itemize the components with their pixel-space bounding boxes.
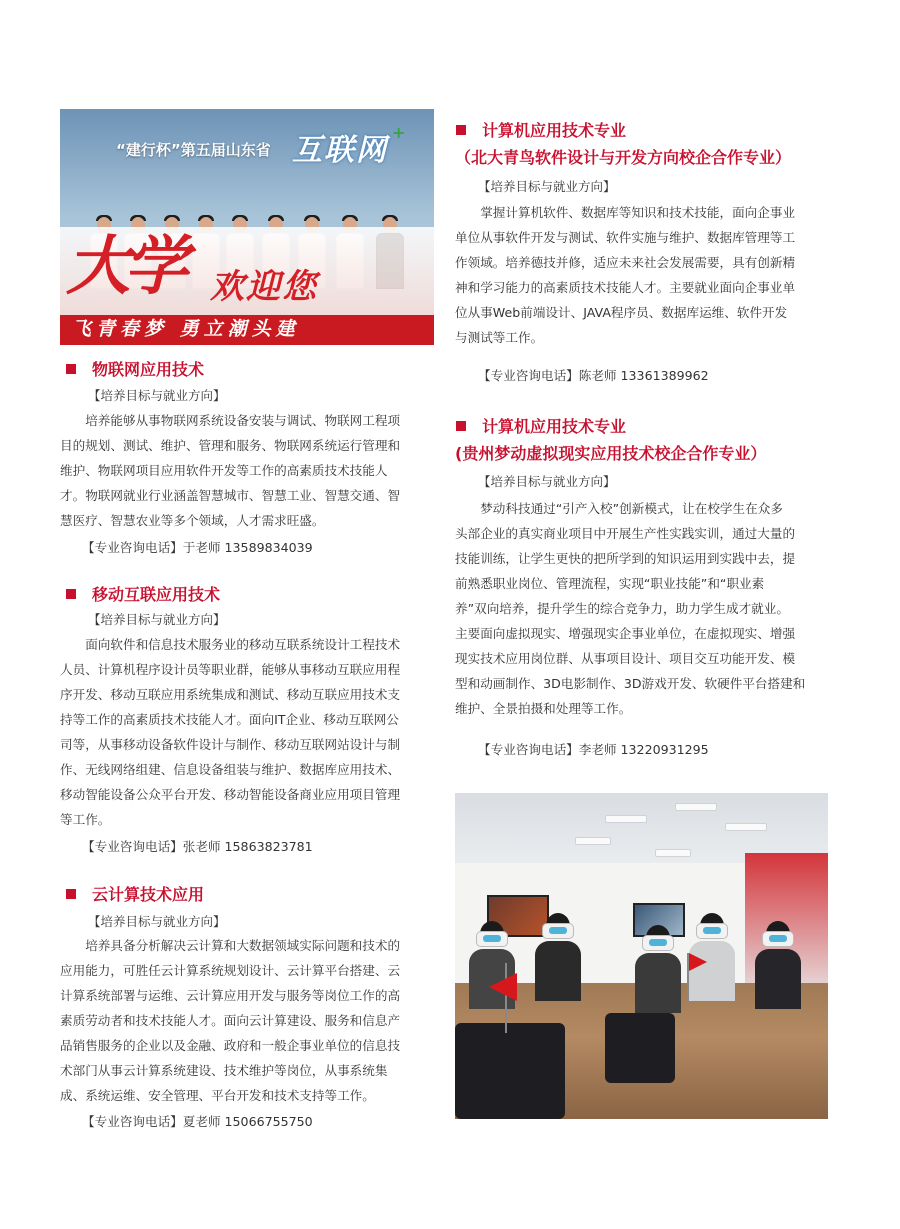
section-heading-cs-vr: 计算机应用技术专业 — [456, 416, 626, 438]
section-label: 【培养目标与就业方向】 — [478, 179, 616, 194]
section-label: 【培养目标与就业方向】 — [478, 474, 616, 489]
section-label: 【培养目标与就业方向】 — [88, 388, 226, 403]
photo-hulian-logo: 互联网 — [292, 133, 388, 168]
contact-line-cloud: 【专业咨询电话】夏老师 15066755750 — [82, 1114, 313, 1129]
red-square-icon — [66, 364, 76, 374]
ceremony-photo — [60, 109, 434, 345]
contact-line-mobile: 【专业咨询电话】张老师 15863823781 — [82, 839, 313, 854]
section-heading-iot: 物联网应用技术 — [66, 359, 204, 381]
section-label: 【培养目标与就业方向】 — [88, 914, 226, 929]
photo-daxue-text: 大学 — [66, 230, 182, 304]
red-square-icon — [456, 421, 466, 431]
section-heading-mobile: 移动互联应用技术 — [66, 584, 220, 606]
red-square-icon — [66, 589, 76, 599]
section-body-mobile: 面向软件和信息技术服务业的移动互联系统设计工程技术 人员、计算机程序设计员等职业群，能够从事移动互联应用程 序开发、移动互联应用系统集成和测试、移动互联应用技术支 持等工作的高素质技术技能人才。面向IT企业、移动互联网公 司等，从事移动设备软件设计与制作、移动互联网站设计与制 作、无线网络组建、信息设备组装与维护、数据库应用技术、 移动智能设备公众平台开发、移动智能设备商业应用项目管理 等工作。 — [60, 637, 401, 827]
section-body-cloud: 培养具备分析解决云计算和大数据领域实际问题和技术的 应用能力，可胜任云计算系统规划设计、云计算平台搭建、云 计算系统部署与运维、云计算应用开发与服务等岗位工作的高 素质劳动者和技术技能人才。面向云计算建设、服务和信息产 品销售服务的企业以及金融、政府和一般企事业单位的信息技 术部门从事云计算系统建设、技术维护等岗位，从事系统集 成、系统运维、安全管理、平台开发和技术支持等工作。 — [60, 938, 401, 1103]
section-body-vr: 梦动科技通过“引产入校”创新模式，让在校学生在众多 头部企业的真实商业项目中开展生产性实践实训，通过大量的 技能训练，让学生更快的把所学到的知识运用到实践中去，提 前熟悉职业岗位、管理流程，实现“职业技能”和“职业素 养”双向培养，提升学生的综合竞争力，助力学生成才就业。 主要面向虚拟现实、增强现实企事业单位，在虚拟现实、增强 现实技术应用岗位群、从事项目设计、项目交互功能开发、模 型和动画制作、3D电影制作、3D游戏开发、软硬件平台搭建和 维护、全景拍摄和处理等工作。 — [455, 501, 806, 716]
photo-plus-mark: + — [392, 123, 406, 142]
section-heading-cs-bdqn: 计算机应用技术专业 — [456, 120, 626, 142]
section-subtitle-vr: (贵州梦动虚拟现实应用技术校企合作专业） — [455, 444, 767, 463]
red-square-icon — [66, 889, 76, 899]
contact-line-iot: 【专业咨询电话】于老师 13589834039 — [82, 540, 313, 555]
section-subtitle-bdqn: （北大青鸟软件设计与开发方向校企合作专业） — [455, 148, 792, 167]
vr-classroom-photo — [455, 793, 828, 1119]
photo-slogan: 飞青春梦 勇立潮头建 — [72, 318, 300, 340]
section-body-iot: 培养能够从事物联网系统设备安装与调试、物联网工程项 目的规划、测试、维护、管理和服务、物联网系统运行管理和 维护、物联网项目应用软件开发等工作的高素质技术技能人 才。物联网就业行业涵盖智慧城市、智慧工业、智慧交通、智 慧医疗、智慧农业等多个领域，人才需求旺盛。 — [60, 413, 401, 528]
section-heading-cloud: 云计算技术应用 — [66, 884, 204, 906]
red-square-icon — [456, 125, 466, 135]
contact-line-bdqn: 【专业咨询电话】陈老师 13361389962 — [478, 368, 709, 383]
section-body-bdqn: 掌握计算机软件、数据库等知识和技术技能，面向企事业 单位从事软件开发与测试、软件实施与维护、数据库管理等工 作领域。培养德技并修，适应未来社会发展需要，具有创新精 神和学习能力的高素质技术技能人才。主要就业面向企事业单 位从事Web前端设计、JAVA程序员、数据库运维、软件开发 与测试等工作。 — [455, 205, 796, 345]
photo-banner-text: “建行杯”第五届山东省 — [116, 141, 271, 159]
section-label: 【培养目标与就业方向】 — [88, 612, 226, 627]
photo-welcome-text: 欢迎您 — [210, 267, 318, 307]
contact-line-vr: 【专业咨询电话】李老师 13220931295 — [478, 742, 709, 757]
